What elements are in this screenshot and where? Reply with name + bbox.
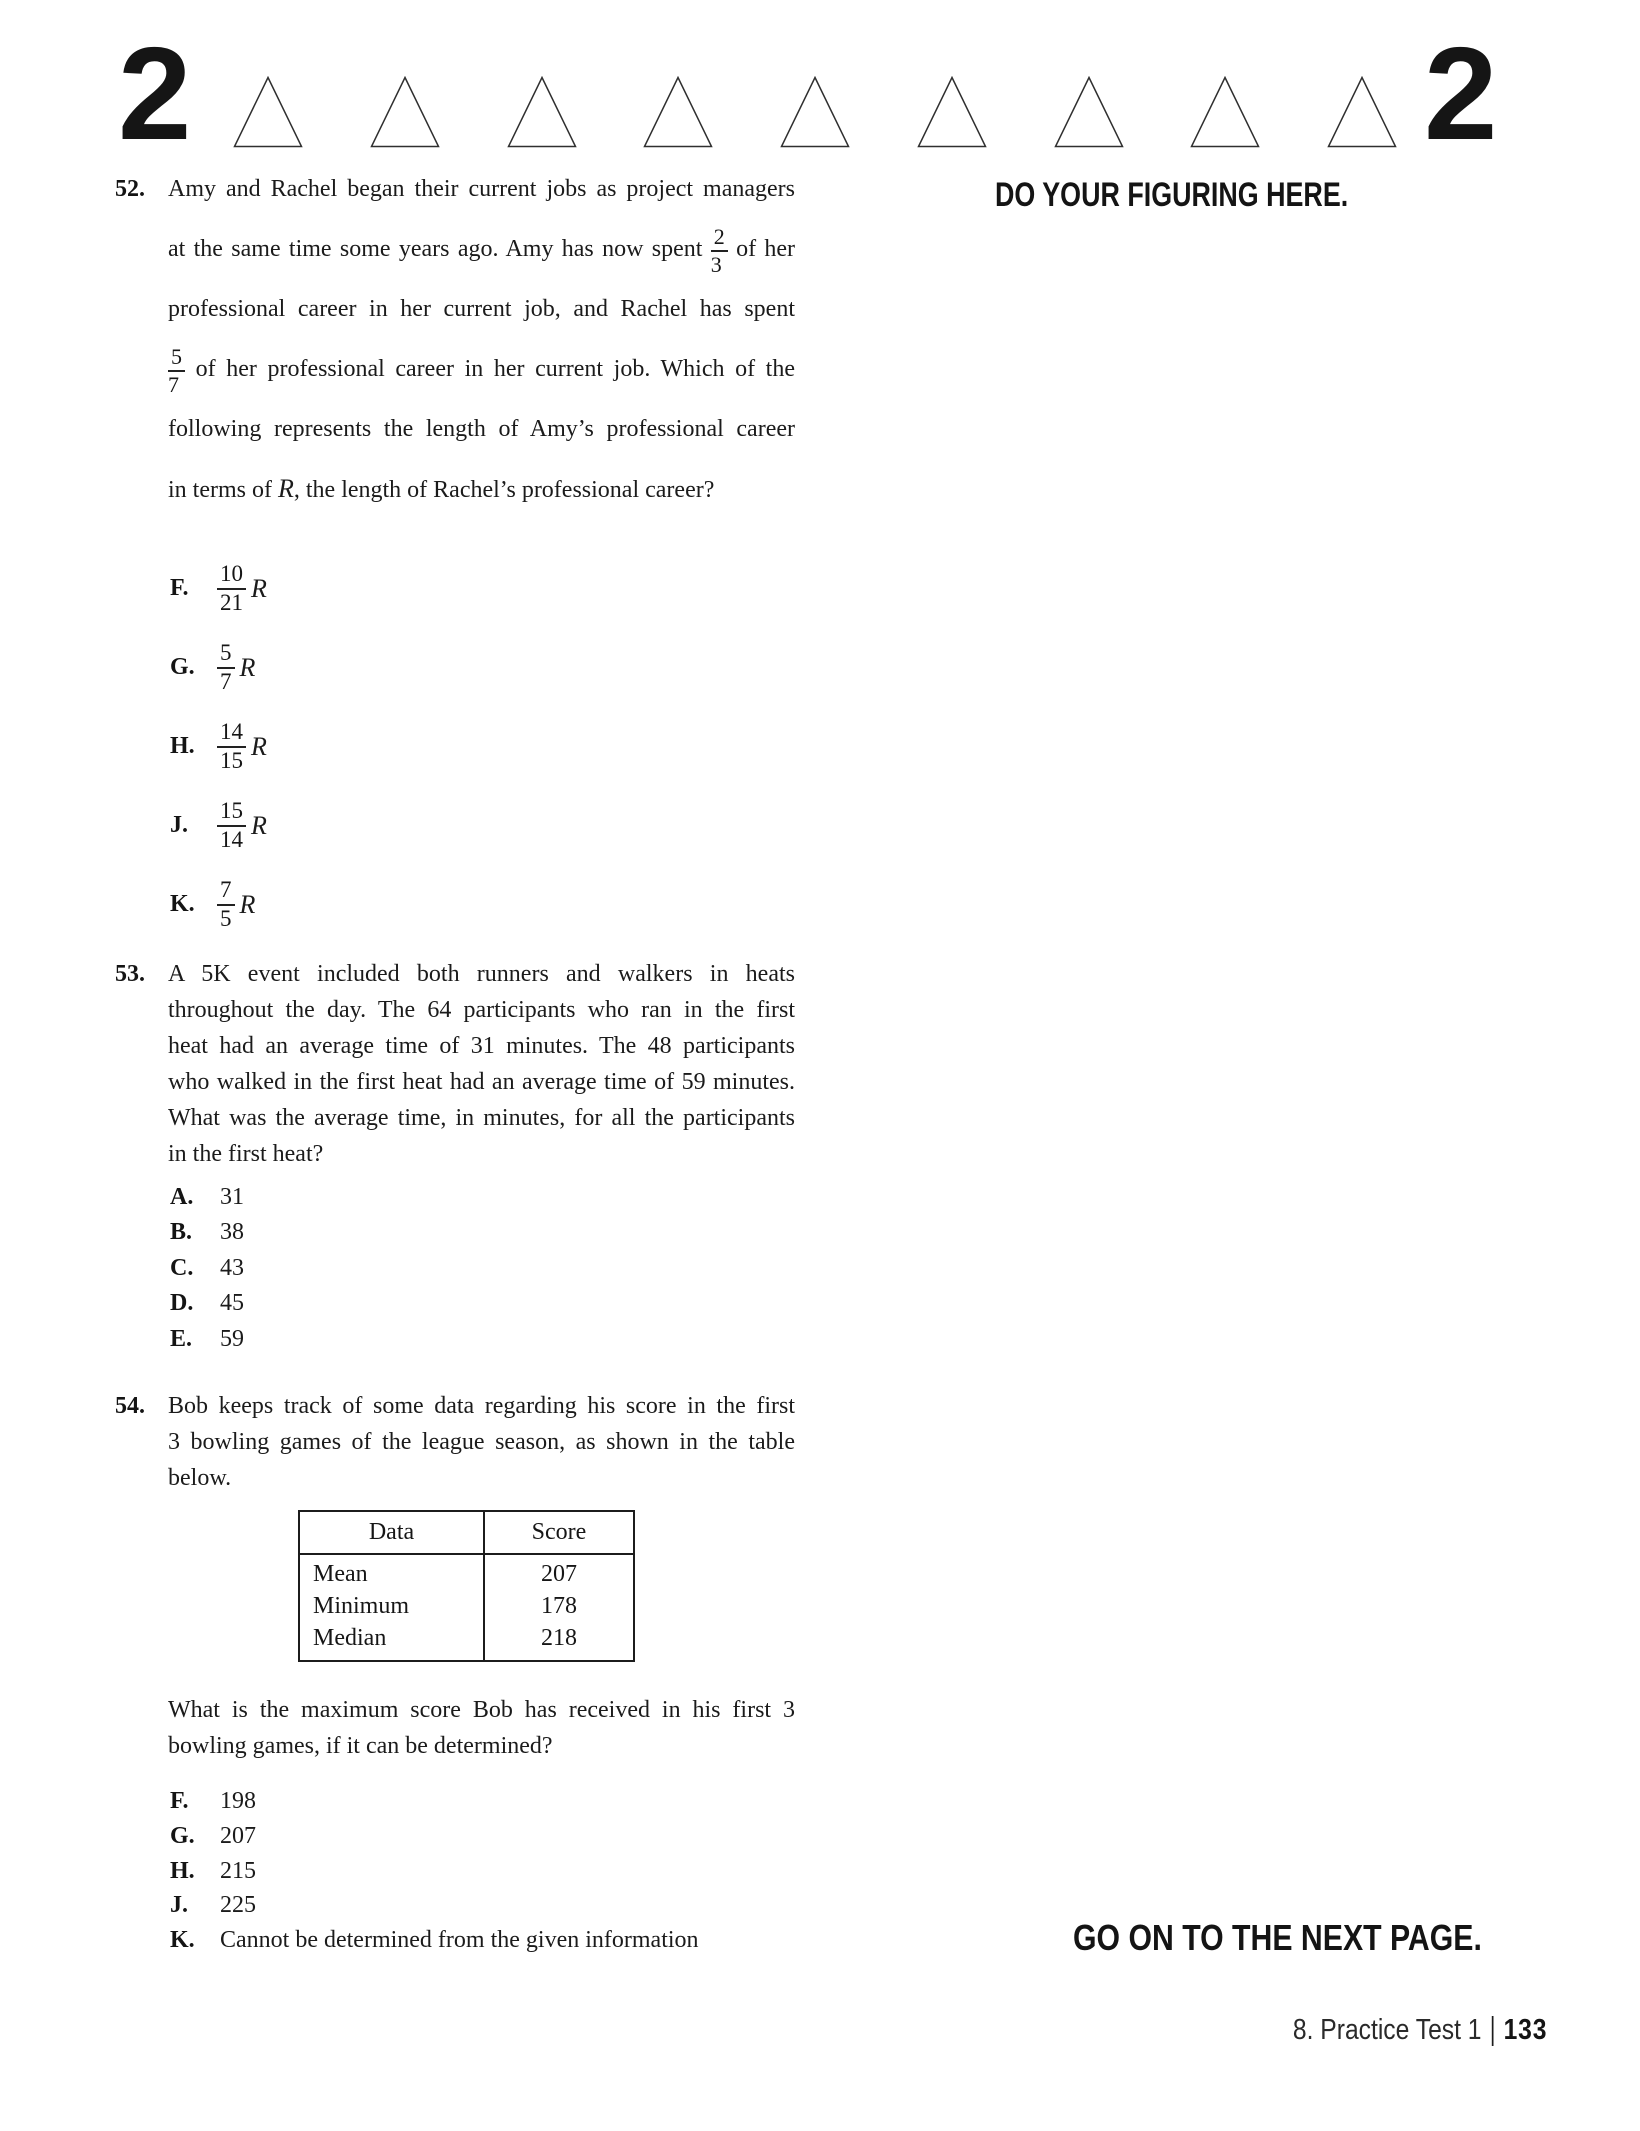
answer-choice-F: F. $\frac{10}{21}$ R — [170, 560, 267, 615]
choice-value: 225 — [220, 1892, 256, 1919]
question-54-text-continued — [168, 1692, 795, 1764]
question-52-choices — [170, 549, 267, 944]
triangle-icon — [507, 76, 577, 148]
choice-value: 59 — [220, 1325, 244, 1352]
triangle-icon — [1054, 76, 1124, 148]
answer-choice-A: A. 31 — [170, 1184, 244, 1210]
answer-choice-B: B. 38 — [170, 1219, 244, 1246]
score-table — [298, 1510, 635, 1662]
choice-value: 31 — [220, 1184, 244, 1210]
triangle-icon — [917, 76, 987, 148]
answer-choice-H: H. $\frac{14}{15}$ R — [170, 718, 267, 773]
fraction-five-sevenths: $\frac{5}{7}$ — [168, 345, 185, 397]
question-text-line: Bob keeps track of some data regarding his score in the first — [168, 1393, 795, 1419]
question-text-line: who walked in the first heat had an average time of 59 minutes. — [168, 1069, 795, 1095]
triangle-icon — [370, 76, 440, 148]
choice-value: 38 — [220, 1219, 244, 1246]
answer-choice-E: E. 59 — [170, 1325, 244, 1352]
triangle-icon — [1327, 76, 1397, 148]
footer-divider — [1491, 2016, 1493, 2046]
question-text-line: at the same time some years ago. Amy has now spent $\frac{2}{3}$ of her — [168, 224, 796, 277]
question-53-choices — [170, 1180, 244, 1357]
choice-value: 215 — [220, 1857, 256, 1884]
question-54-number: 54. — [115, 1393, 145, 1419]
fraction: $\frac{10}{21}$ — [217, 562, 246, 616]
table-header-row — [299, 1511, 634, 1554]
chapter-label: 8. Practice Test 1 — [1292, 2014, 1482, 2046]
triangle-icon — [780, 76, 850, 148]
answer-choice-J: J. 225 — [170, 1892, 256, 1919]
question-text-line: in the first heat? — [168, 1141, 324, 1167]
choice-value: 45 — [220, 1290, 244, 1317]
fraction: $\frac{7}{5}$ — [217, 878, 235, 932]
question-text-line: What was the average time, in minutes, for all the participants — [168, 1105, 795, 1131]
figuring-heading: DO YOUR FIGURING HERE. — [995, 176, 1349, 214]
question-52-number: 52. — [115, 176, 145, 202]
question-text-line: heat had an average time of 31 minutes. The 48 participants — [168, 1033, 795, 1059]
question-text-line: professional career in her current job, and Rachel has spent — [168, 296, 795, 322]
question-text-line: following represents the length of Amy’s professional career — [168, 416, 795, 442]
table-header-score: Score — [484, 1511, 634, 1554]
question-54-choices — [170, 1784, 699, 1958]
question-text-line: throughout the day. The 64 participants who ran in the first — [168, 997, 795, 1023]
table-header-data: Data — [299, 1511, 484, 1554]
table-row: Mean 207 — [299, 1554, 634, 1590]
question-text-line: Amy and Rachel began their current jobs as project managers — [168, 176, 795, 202]
answer-choice-K: K. $\frac{7}{5}$ R — [170, 876, 256, 931]
section-number-right: 2 — [1424, 20, 1496, 167]
question-53-number: 53. — [115, 961, 145, 987]
choice-value: Cannot be determined from the given information — [220, 1927, 699, 1954]
triangle-icon — [233, 76, 303, 148]
question-text-line: 3 bowling games of the league season, as shown in the table — [168, 1429, 795, 1455]
table-row: Minimum 178 — [299, 1590, 634, 1622]
fraction-two-thirds: $\frac{2}{3}$ — [711, 225, 728, 277]
answer-choice-J: J. $\frac{15}{14}$ R — [170, 797, 267, 852]
question-text-line: A 5K event included both runners and walkers in heats — [168, 961, 795, 987]
choice-value: 43 — [220, 1254, 244, 1281]
question-53-text — [168, 956, 795, 1172]
triangle-icon — [643, 76, 713, 148]
table-row: Median 218 — [299, 1622, 634, 1661]
answer-choice-G: G. 207 — [170, 1822, 256, 1849]
question-54-text — [168, 1388, 795, 1496]
answer-choice-K: K. Cannot be determined from the given information — [170, 1927, 699, 1954]
question-text-line: bowling games, if it can be determined? — [168, 1733, 553, 1759]
choice-value: 207 — [220, 1822, 256, 1849]
choice-value: 198 — [220, 1788, 256, 1814]
triangle-icon — [1190, 76, 1260, 148]
answer-choice-F: F. 198 — [170, 1788, 256, 1814]
question-52-text — [168, 159, 795, 520]
question-text-line: in terms of R, the length of Rachel’s professional career? — [168, 474, 715, 503]
page-footer — [1293, 2014, 1547, 2047]
go-on-instruction: GO ON TO THE NEXT PAGE. — [1073, 1917, 1482, 1958]
question-text-line: What is the maximum score Bob has received in his first 3 — [168, 1697, 795, 1723]
fraction: $\frac{14}{15}$ — [217, 720, 246, 774]
fraction: $\frac{5}{7}$ — [217, 641, 235, 695]
question-text-line: $\frac{5}{7}$ of her professional career in her current job. Which of the — [168, 344, 795, 397]
answer-choice-G: G. $\frac{5}{7}$ R — [170, 639, 256, 694]
answer-choice-D: D. 45 — [170, 1290, 244, 1317]
page-number: 133 — [1503, 2014, 1547, 2046]
section-number-left: 2 — [118, 20, 190, 167]
fraction: $\frac{15}{14}$ — [217, 799, 246, 853]
answer-choice-C: C. 43 — [170, 1254, 244, 1281]
answer-choice-H: H. 215 — [170, 1857, 256, 1884]
question-text-line: below. — [168, 1465, 232, 1491]
